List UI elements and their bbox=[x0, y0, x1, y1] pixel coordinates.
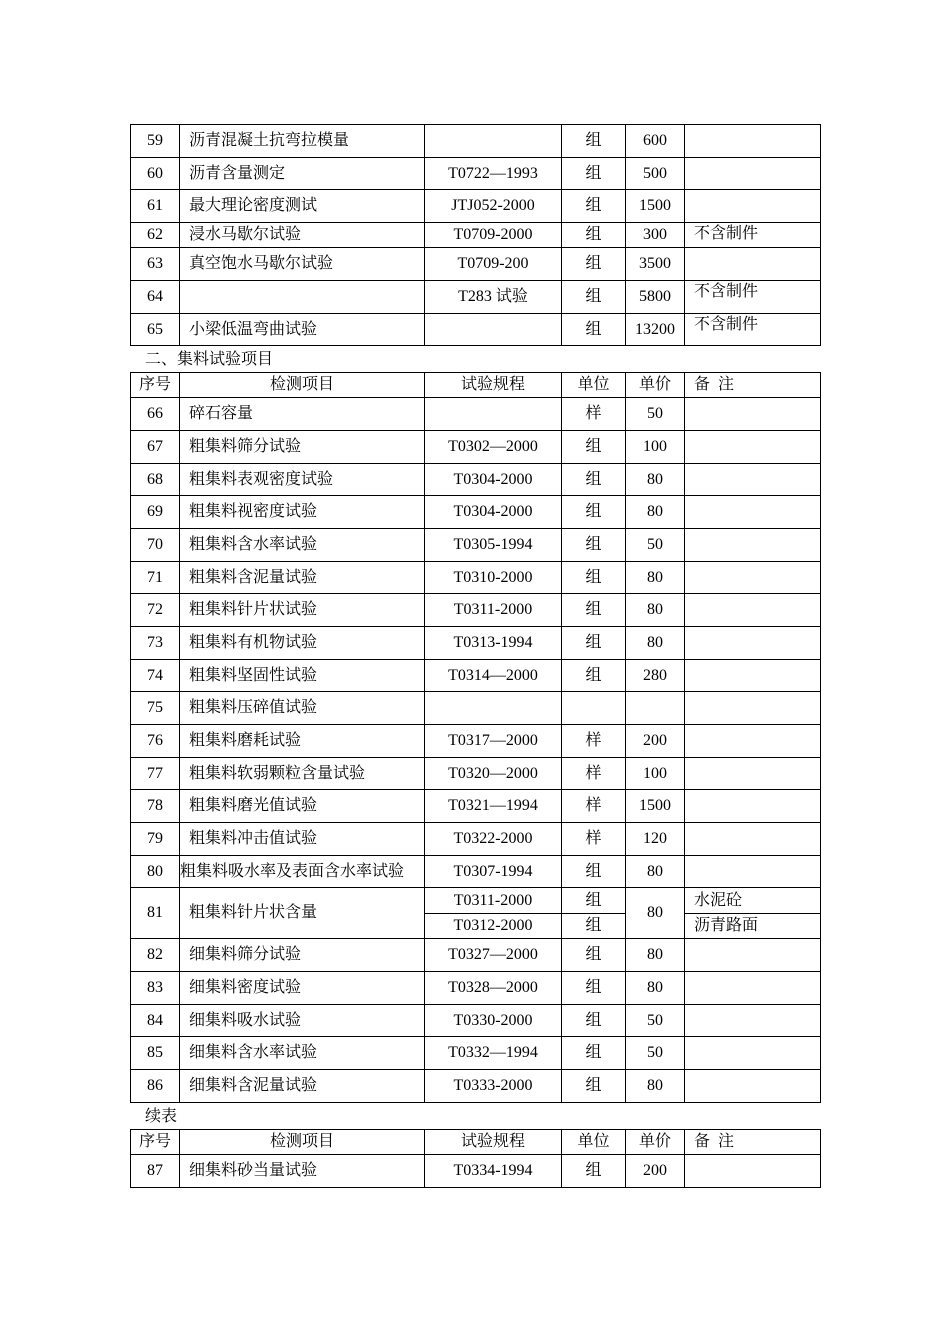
table-row bbox=[131, 758, 821, 790]
row-std: JTJ052-2000 bbox=[425, 190, 562, 223]
row-std: T0334-1994 bbox=[425, 1155, 562, 1188]
table-row bbox=[131, 281, 821, 314]
row-note bbox=[685, 594, 821, 627]
row-note bbox=[685, 758, 821, 790]
row-price: 200 bbox=[626, 725, 685, 758]
header-unit: 单位 bbox=[562, 373, 626, 398]
row-number: 73 bbox=[131, 627, 180, 660]
row-item: 细集料密度试验 bbox=[180, 972, 425, 1005]
row-number: 72 bbox=[131, 594, 180, 627]
row-unit: 组 bbox=[562, 281, 626, 314]
header-unit: 单位 bbox=[562, 1130, 626, 1155]
row-note bbox=[685, 823, 821, 856]
row-note bbox=[685, 464, 821, 496]
row-std: T0304-2000 bbox=[425, 496, 562, 529]
row-number: 66 bbox=[131, 398, 180, 431]
row-item: 碎石容量 bbox=[180, 398, 425, 431]
row-std: T0709-200 bbox=[425, 248, 562, 281]
row-unit: 样 bbox=[562, 758, 626, 790]
row-price: 80 bbox=[626, 888, 685, 939]
row-price: 100 bbox=[626, 431, 685, 464]
row-price: 13200 bbox=[626, 314, 685, 346]
row-note bbox=[685, 529, 821, 562]
table-row bbox=[131, 314, 821, 346]
row-number: 81 bbox=[131, 888, 180, 939]
row-note: 不含制件 bbox=[685, 281, 821, 314]
table-row bbox=[131, 939, 821, 972]
row-number: 71 bbox=[131, 562, 180, 594]
row-item: 粗集料坚固性试验 bbox=[180, 660, 425, 692]
row-number: 60 bbox=[131, 158, 180, 190]
header-note: 备 注 bbox=[685, 373, 821, 398]
row-number: 85 bbox=[131, 1037, 180, 1070]
row-unit: 组 bbox=[562, 562, 626, 594]
row-item: 粗集料含泥量试验 bbox=[180, 562, 425, 594]
table-row bbox=[131, 464, 821, 496]
row-item: 浸水马歇尔试验 bbox=[180, 223, 425, 248]
header-std: 试验规程 bbox=[425, 373, 562, 398]
table-row bbox=[131, 972, 821, 1005]
row-note bbox=[685, 790, 821, 823]
table-row bbox=[131, 692, 821, 725]
row-item: 粗集料压碎值试验 bbox=[180, 692, 425, 725]
row-note bbox=[685, 248, 821, 281]
row-number: 76 bbox=[131, 725, 180, 758]
header-item: 检测项目 bbox=[180, 1130, 425, 1155]
row-price: 80 bbox=[626, 939, 685, 972]
row-unit: 样 bbox=[562, 725, 626, 758]
row-item: 细集料含泥量试验 bbox=[180, 1070, 425, 1103]
row-note bbox=[685, 496, 821, 529]
table-row bbox=[131, 1037, 821, 1070]
header-note: 备 注 bbox=[685, 1130, 821, 1155]
row-unit: 组 bbox=[562, 1070, 626, 1103]
row-price: 80 bbox=[626, 496, 685, 529]
row-number: 78 bbox=[131, 790, 180, 823]
row-item: 粗集料磨光值试验 bbox=[180, 790, 425, 823]
section-title: 二、集料试验项目 bbox=[145, 351, 274, 368]
row-note bbox=[685, 1070, 821, 1103]
row-number: 74 bbox=[131, 660, 180, 692]
row-note bbox=[685, 660, 821, 692]
row-std bbox=[425, 314, 562, 346]
table-row bbox=[131, 856, 821, 888]
row-unit: 组 bbox=[562, 496, 626, 529]
row-price: 5800 bbox=[626, 281, 685, 314]
table-row bbox=[131, 398, 821, 431]
header-price: 单价 bbox=[626, 373, 685, 398]
row-number: 82 bbox=[131, 939, 180, 972]
row-std: T0311-2000 bbox=[425, 888, 562, 914]
row-note bbox=[685, 562, 821, 594]
table-row bbox=[131, 158, 821, 190]
row-unit: 样 bbox=[562, 790, 626, 823]
row-unit: 组 bbox=[562, 190, 626, 223]
row-item: 粗集料视密度试验 bbox=[180, 496, 425, 529]
row-item: 粗集料表观密度试验 bbox=[180, 464, 425, 496]
row-item: 沥青含量测定 bbox=[180, 158, 425, 190]
header-no: 序号 bbox=[131, 1130, 180, 1155]
row-unit: 组 bbox=[562, 464, 626, 496]
row-std: T0722—1993 bbox=[425, 158, 562, 190]
table-row bbox=[131, 248, 821, 281]
row-note bbox=[685, 692, 821, 725]
row-std: T0330-2000 bbox=[425, 1005, 562, 1037]
row-std: T0709-2000 bbox=[425, 223, 562, 248]
row-note: 水泥砼 bbox=[685, 888, 821, 914]
row-std: T0313-1994 bbox=[425, 627, 562, 660]
row-std: T0320—2000 bbox=[425, 758, 562, 790]
table-row bbox=[131, 223, 821, 248]
row-number: 64 bbox=[131, 281, 180, 314]
row-std: T0310-2000 bbox=[425, 562, 562, 594]
row-std: T0312-2000 bbox=[425, 914, 562, 939]
row-price bbox=[626, 692, 685, 725]
row-number: 77 bbox=[131, 758, 180, 790]
row-number: 61 bbox=[131, 190, 180, 223]
row-price: 80 bbox=[626, 856, 685, 888]
row-item: 沥青混凝土抗弯拉模量 bbox=[180, 125, 425, 158]
table-row bbox=[131, 1155, 821, 1188]
table-row bbox=[131, 562, 821, 594]
row-std: T0302—2000 bbox=[425, 431, 562, 464]
row-item: 细集料筛分试验 bbox=[180, 939, 425, 972]
row-number: 63 bbox=[131, 248, 180, 281]
row-price: 1500 bbox=[626, 790, 685, 823]
row-number: 79 bbox=[131, 823, 180, 856]
row-price: 80 bbox=[626, 594, 685, 627]
row-price: 50 bbox=[626, 529, 685, 562]
row-std: T0333-2000 bbox=[425, 1070, 562, 1103]
row-number: 65 bbox=[131, 314, 180, 346]
row-number: 75 bbox=[131, 692, 180, 725]
row-unit: 组 bbox=[562, 1005, 626, 1037]
row-item: 细集料砂当量试验 bbox=[180, 1155, 425, 1188]
row-unit: 组 bbox=[562, 314, 626, 346]
row-number: 67 bbox=[131, 431, 180, 464]
row-unit: 组 bbox=[562, 1155, 626, 1188]
row-item: 粗集料针片状试验 bbox=[180, 594, 425, 627]
row-note: 沥青路面 bbox=[685, 914, 821, 939]
row-number: 59 bbox=[131, 125, 180, 158]
row-std: T0305-1994 bbox=[425, 529, 562, 562]
row-unit: 组 bbox=[562, 1037, 626, 1070]
header-price: 单价 bbox=[626, 1130, 685, 1155]
row-std bbox=[425, 692, 562, 725]
row-unit: 组 bbox=[562, 856, 626, 888]
row-unit: 组 bbox=[562, 529, 626, 562]
row-unit: 组 bbox=[562, 594, 626, 627]
row-price: 80 bbox=[626, 464, 685, 496]
row-note bbox=[685, 1005, 821, 1037]
row-note bbox=[685, 1037, 821, 1070]
row-number: 70 bbox=[131, 529, 180, 562]
row-unit: 组 bbox=[562, 914, 626, 939]
row-std: T0322-2000 bbox=[425, 823, 562, 856]
row-unit: 组 bbox=[562, 939, 626, 972]
row-price: 3500 bbox=[626, 248, 685, 281]
table-row bbox=[131, 431, 821, 464]
row-price: 50 bbox=[626, 398, 685, 431]
row-note: 不含制件 bbox=[685, 314, 821, 346]
row-item: 真空饱水马歇尔试验 bbox=[180, 248, 425, 281]
row-std bbox=[425, 398, 562, 431]
table-row bbox=[131, 529, 821, 562]
table-row bbox=[131, 1070, 821, 1103]
continued-label: 续表 bbox=[145, 1108, 178, 1125]
row-number: 86 bbox=[131, 1070, 180, 1103]
row-std: T0311-2000 bbox=[425, 594, 562, 627]
row-std: T0327—2000 bbox=[425, 939, 562, 972]
row-item bbox=[180, 281, 425, 314]
table-row bbox=[131, 190, 821, 223]
row-number: 83 bbox=[131, 972, 180, 1005]
row-unit: 组 bbox=[562, 223, 626, 248]
row-item: 粗集料冲击值试验 bbox=[180, 823, 425, 856]
row-price: 100 bbox=[626, 758, 685, 790]
row-item: 粗集料筛分试验 bbox=[180, 431, 425, 464]
table-row bbox=[131, 790, 821, 823]
row-unit: 组 bbox=[562, 660, 626, 692]
row-note bbox=[685, 431, 821, 464]
row-item: 细集料含水率试验 bbox=[180, 1037, 425, 1070]
row-note bbox=[685, 158, 821, 190]
row-std: T0317—2000 bbox=[425, 725, 562, 758]
row-note bbox=[685, 190, 821, 223]
aggregate-test-table bbox=[130, 372, 821, 1103]
row-note bbox=[685, 125, 821, 158]
row-price: 120 bbox=[626, 823, 685, 856]
asphalt-test-table bbox=[130, 124, 821, 346]
row-price: 200 bbox=[626, 1155, 685, 1188]
row-std: T0304-2000 bbox=[425, 464, 562, 496]
table-row bbox=[131, 1005, 821, 1037]
table-row bbox=[131, 660, 821, 692]
row-note: 不含制件 bbox=[685, 223, 821, 248]
table-row bbox=[131, 725, 821, 758]
row-std bbox=[425, 125, 562, 158]
row-std: T0314—2000 bbox=[425, 660, 562, 692]
row-price: 80 bbox=[626, 972, 685, 1005]
row-price: 80 bbox=[626, 627, 685, 660]
row-note bbox=[685, 725, 821, 758]
row-price: 80 bbox=[626, 562, 685, 594]
row-item: 粗集料有机物试验 bbox=[180, 627, 425, 660]
row-std: T0328—2000 bbox=[425, 972, 562, 1005]
row-note bbox=[685, 627, 821, 660]
row-unit: 组 bbox=[562, 431, 626, 464]
row-price: 300 bbox=[626, 223, 685, 248]
row-price: 80 bbox=[626, 1070, 685, 1103]
header-item: 检测项目 bbox=[180, 373, 425, 398]
row-item: 最大理论密度测试 bbox=[180, 190, 425, 223]
row-unit: 组 bbox=[562, 125, 626, 158]
row-unit: 组 bbox=[562, 972, 626, 1005]
table-row bbox=[131, 888, 821, 914]
continued-table bbox=[130, 1129, 821, 1188]
row-number: 84 bbox=[131, 1005, 180, 1037]
row-item: 粗集料含水率试验 bbox=[180, 529, 425, 562]
table-row bbox=[131, 823, 821, 856]
row-std: T283 试验 bbox=[425, 281, 562, 314]
row-unit: 组 bbox=[562, 158, 626, 190]
table-row bbox=[131, 594, 821, 627]
row-std: T0307-1994 bbox=[425, 856, 562, 888]
row-item: 粗集料软弱颗粒含量试验 bbox=[180, 758, 425, 790]
row-item: 细集料吸水试验 bbox=[180, 1005, 425, 1037]
row-unit bbox=[562, 692, 626, 725]
row-item: 粗集料吸水率及表面含水率试验 bbox=[180, 856, 425, 888]
table-header-row bbox=[131, 373, 821, 398]
table-row bbox=[131, 627, 821, 660]
row-note bbox=[685, 856, 821, 888]
table-row bbox=[131, 125, 821, 158]
row-note bbox=[685, 972, 821, 1005]
row-unit: 组 bbox=[562, 888, 626, 914]
row-unit: 组 bbox=[562, 248, 626, 281]
table-row bbox=[131, 496, 821, 529]
row-number: 87 bbox=[131, 1155, 180, 1188]
row-number: 69 bbox=[131, 496, 180, 529]
table-header-row bbox=[131, 1130, 821, 1155]
row-unit: 样 bbox=[562, 823, 626, 856]
row-price: 500 bbox=[626, 158, 685, 190]
row-price: 280 bbox=[626, 660, 685, 692]
row-note bbox=[685, 1155, 821, 1188]
row-item: 小梁低温弯曲试验 bbox=[180, 314, 425, 346]
row-number: 80 bbox=[131, 856, 180, 888]
row-price: 600 bbox=[626, 125, 685, 158]
row-price: 50 bbox=[626, 1037, 685, 1070]
row-note bbox=[685, 939, 821, 972]
row-number: 68 bbox=[131, 464, 180, 496]
header-no: 序号 bbox=[131, 373, 180, 398]
row-number: 62 bbox=[131, 223, 180, 248]
row-std: T0321—1994 bbox=[425, 790, 562, 823]
row-price: 1500 bbox=[626, 190, 685, 223]
header-std: 试验规程 bbox=[425, 1130, 562, 1155]
row-price: 50 bbox=[626, 1005, 685, 1037]
row-std: T0332—1994 bbox=[425, 1037, 562, 1070]
row-unit: 组 bbox=[562, 627, 626, 660]
row-item: 粗集料磨耗试验 bbox=[180, 725, 425, 758]
row-note bbox=[685, 398, 821, 431]
row-unit: 样 bbox=[562, 398, 626, 431]
row-item: 粗集料针片状含量 bbox=[180, 888, 425, 939]
